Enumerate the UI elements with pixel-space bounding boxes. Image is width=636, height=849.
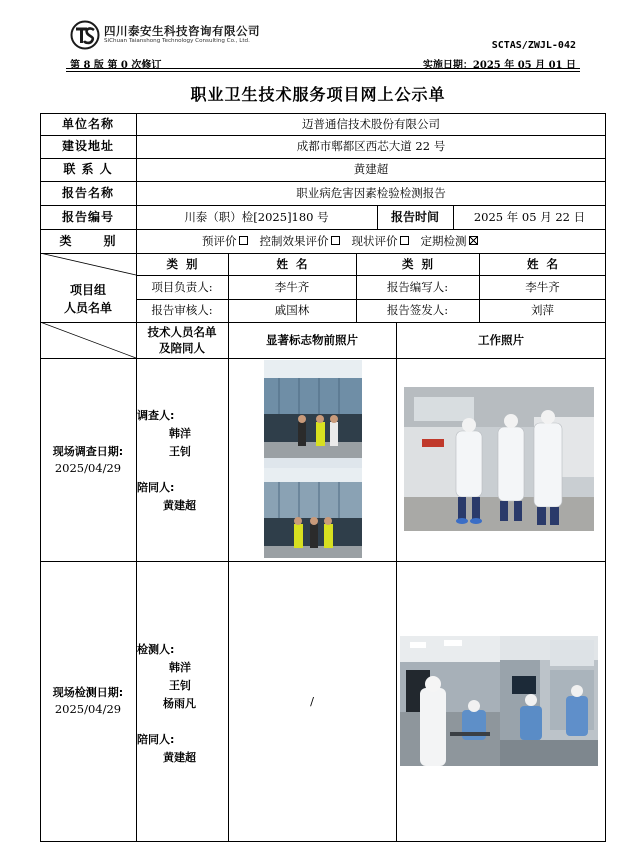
project-group-label: 项目组 人员名单 xyxy=(63,283,112,315)
landmark-photo-empty: / xyxy=(310,693,314,708)
report-reviewer-label: 报告审核人: xyxy=(151,303,213,318)
project-leader-name: 李牛齐 xyxy=(274,279,310,294)
tester-name: 韩洋 xyxy=(169,661,191,674)
disclosure-table xyxy=(40,113,606,842)
address-label: 建设地址 xyxy=(61,139,114,153)
checkbox-icon[interactable] xyxy=(331,236,340,245)
report-reviewer-name: 戚国林 xyxy=(274,303,310,318)
report-writer-label: 报告编写人: xyxy=(386,279,449,294)
category-options xyxy=(136,229,606,253)
survey-staff: 调查人: 韩洋 王钊 陪同人: 黄建超 xyxy=(137,407,196,515)
report-number-label: 报告编号 xyxy=(61,209,114,224)
implementation-date: 实施日期：2025 年 05 月 01 日 xyxy=(422,60,576,71)
diagonal-slash xyxy=(40,322,137,359)
companion-name: 黄建超 xyxy=(163,751,196,764)
report-issuer-label: 报告签发人: xyxy=(386,303,449,318)
company-logo xyxy=(70,20,310,52)
work-photo xyxy=(404,387,594,531)
landmark-photo xyxy=(264,360,362,558)
unit-name-value: 迈普通信技术股份有限公司 xyxy=(302,116,440,131)
project-leader-label: 项目负责人: xyxy=(151,279,213,294)
report-number-value: 川泰（职）检[2025]180 号 xyxy=(184,209,329,224)
category-option: 控制效果评价 xyxy=(260,234,340,248)
testing-date: 2025/04/29 xyxy=(54,702,122,716)
category-option: 现状评价 xyxy=(352,234,409,248)
testing-date-label: 现场检测日期: xyxy=(52,686,124,699)
contact-value: 黄建超 xyxy=(353,162,389,177)
report-time-value: 2025 年 05 月 22 日 xyxy=(473,209,586,224)
tester-name: 王钊 xyxy=(169,679,191,692)
col-header-type: 类 别 xyxy=(166,256,198,271)
report-writer-name: 李牛齐 xyxy=(525,279,560,294)
contact-label: 联 系 人 xyxy=(63,162,113,176)
investigator-name: 王钊 xyxy=(169,445,191,458)
col-header-name: 姓 名 xyxy=(526,256,558,271)
testing-staff: 检测人: 韩洋 王钊 杨雨凡 陪同人: 黄建超 xyxy=(137,641,196,767)
checkbox-icon[interactable] xyxy=(400,236,409,245)
document-code: SCTAS/ZWJL-042 xyxy=(491,40,576,51)
survey-date: 2025/04/29 xyxy=(54,460,122,475)
report-name-value: 职业病危害因素检验检测报告 xyxy=(296,185,446,200)
address-value: 成都市郫都区西芯大道 22 号 xyxy=(296,139,446,154)
category-option: 定期检测 xyxy=(421,234,478,248)
report-time-label: 报告时间 xyxy=(390,209,439,224)
document-title: 职业卫生技术服务项目网上公示单 xyxy=(190,85,446,104)
landmark-photo-header: 显著标志物前照片 xyxy=(266,332,358,347)
company-name-english: SiChuan Taianshong Technology Consulting Co., Ltd. xyxy=(104,38,250,44)
companion-name: 黄建超 xyxy=(163,499,196,512)
category-option: 预评价 xyxy=(202,234,248,248)
document-version: 第 8 版 第 0 次修订 xyxy=(70,60,162,71)
staff-header: 技术人员名单 及陪同人 xyxy=(147,325,217,355)
col-header-name: 姓 名 xyxy=(276,256,308,271)
survey-date-cell xyxy=(40,358,136,561)
diagonal-slash xyxy=(40,253,137,276)
work-photo xyxy=(400,636,598,766)
work-photo-header: 工作照片 xyxy=(478,332,524,347)
tester-name: 杨雨凡 xyxy=(163,697,196,710)
col-header-type: 类 别 xyxy=(401,256,433,271)
company-logo-icon xyxy=(70,20,100,50)
checkbox-icon[interactable] xyxy=(239,236,248,245)
header-rule-thin xyxy=(66,71,580,72)
report-issuer-name: 刘萍 xyxy=(531,303,554,318)
testing-date-cell xyxy=(40,561,136,841)
investigator-name: 韩洋 xyxy=(169,427,191,440)
checked-checkbox-icon[interactable] xyxy=(469,236,478,245)
company-name: 四川泰安生科技咨询有限公司 xyxy=(104,24,260,38)
unit-name-label: 单位名称 xyxy=(61,116,114,131)
category-label: 类 别 xyxy=(59,233,117,248)
header-rule xyxy=(66,68,580,69)
report-name-label: 报告名称 xyxy=(61,185,114,200)
survey-date-label: 现场调查日期: xyxy=(52,444,124,458)
